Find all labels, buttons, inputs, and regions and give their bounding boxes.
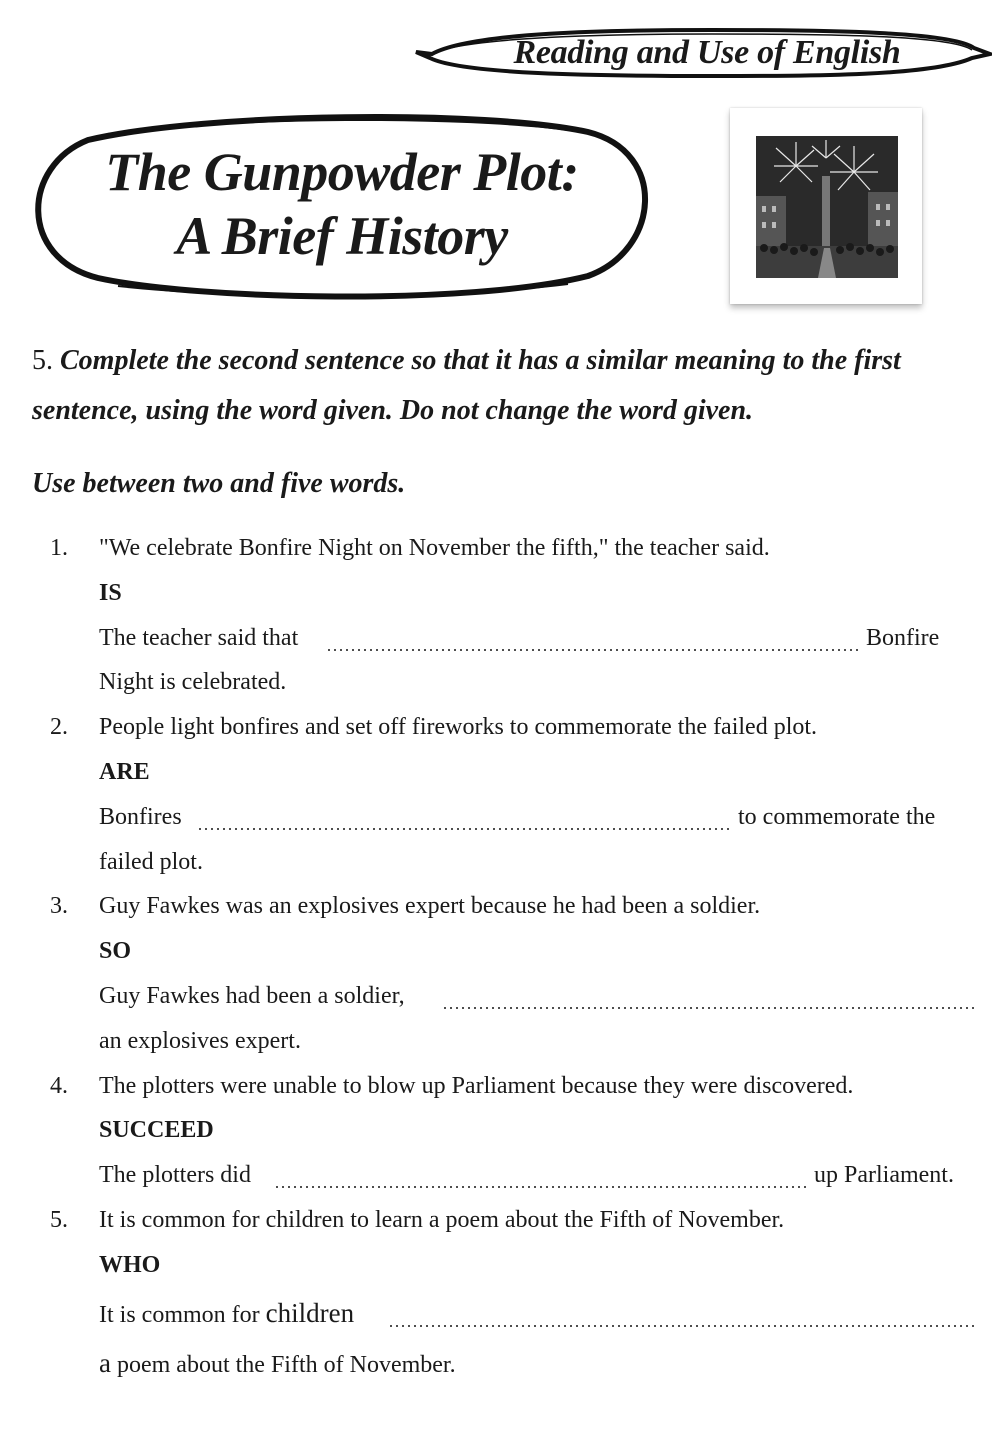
item-keyword: IS xyxy=(99,579,122,606)
item-continuation: an explosives expert. xyxy=(99,1027,301,1054)
item-number: 1. xyxy=(50,535,68,561)
task-text: Complete the second sentence so that it has a similar meaning to the first sentence, using the word given. Do not change the word given. xyxy=(32,345,901,426)
title-block xyxy=(28,110,656,300)
item-number: 2. xyxy=(50,714,68,741)
item-keyword: ARE xyxy=(99,758,150,785)
question-item xyxy=(0,705,1008,884)
title-line-1: The Gunpowder Plot: xyxy=(105,142,579,202)
title-line-2: A Brief History xyxy=(176,206,508,266)
item-number: 3. xyxy=(50,893,68,920)
task-instructions xyxy=(32,336,982,436)
item-sentence: People light bonfires and set off fireworks to commemorate the failed plot. xyxy=(99,714,818,741)
page-title xyxy=(28,140,656,268)
item-sentence: The plotters were unable to blow up Parliament because they were discovered. xyxy=(99,1072,854,1099)
question-item xyxy=(0,1064,1008,1198)
item-sentence: It is common for children to learn a poem about the Fifth of November. xyxy=(99,1206,785,1233)
item-lead-text: The plotters did xyxy=(99,1162,251,1189)
item-continuation: a poem about the Fifth of November. xyxy=(99,1347,456,1378)
section-banner xyxy=(412,24,992,80)
question-item xyxy=(0,526,1008,705)
item-lead-text: Bonfires xyxy=(99,803,182,830)
item-lead-text: It is common for children xyxy=(99,1297,355,1328)
word-limit-note: Use between two and five words. xyxy=(32,468,406,499)
answer-blank[interactable] xyxy=(197,795,731,840)
item-keyword: WHO xyxy=(99,1251,161,1278)
question-item xyxy=(0,884,1008,1063)
item-continuation: Night is celebrated. xyxy=(99,669,287,696)
item-tail-text: up Parliament. xyxy=(814,1162,954,1189)
question-item xyxy=(0,1198,1008,1388)
section-label: Reading and Use of English xyxy=(513,34,901,71)
task-number: 5. xyxy=(32,345,53,376)
item-number: 4. xyxy=(50,1072,68,1099)
fireworks-photo xyxy=(730,108,922,304)
item-sentence: Guy Fawkes was an explosives expert because he had been a soldier. xyxy=(99,893,761,920)
item-number: 5. xyxy=(50,1206,68,1233)
item-sentence: "We celebrate Bonfire Night on November the fifth," the teacher said. xyxy=(99,535,770,561)
item-tail-text: to commemorate the xyxy=(738,803,936,830)
item-keyword: SO xyxy=(99,938,132,965)
answer-blank[interactable] xyxy=(442,974,974,1019)
question-list xyxy=(0,526,1008,1388)
answer-blank[interactable] xyxy=(388,1288,976,1338)
answer-blank[interactable] xyxy=(326,616,858,661)
item-lead-text: The teacher said that xyxy=(99,624,299,651)
answer-blank[interactable] xyxy=(274,1153,808,1198)
fireworks-illustration xyxy=(756,136,898,278)
item-tail-text: Bonfire xyxy=(866,624,940,651)
item-keyword: SUCCEED xyxy=(99,1117,214,1144)
item-lead-text: Guy Fawkes had been a soldier, xyxy=(99,982,405,1009)
item-continuation: failed plot. xyxy=(99,848,203,875)
